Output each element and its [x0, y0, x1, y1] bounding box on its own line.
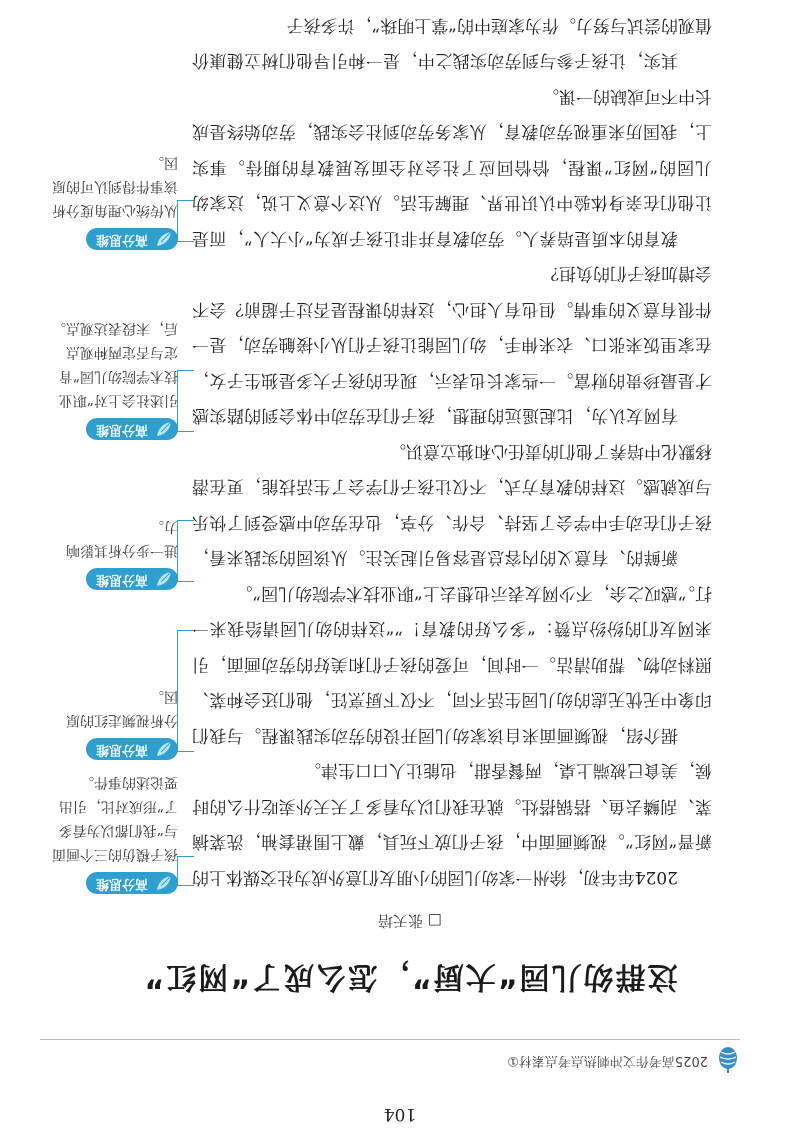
paragraph: 有网友认为，比起遥远的理想，孩子们在劳动中体会到的踏实感才是最珍贵的财富。一些家长也表示，现在的孩子大多是独生子女，在家里饭来张口、衣来伸手，幼儿园能让孩子们从小接触劳动，是一件很有意义的事情。但也有人担心，这样的课程是否过于超前？会不会增加孩子们的负担？ [192, 263, 712, 426]
header-divider [40, 1039, 740, 1040]
side-note [48, 770, 178, 896]
page-number: 104 [383, 1104, 417, 1124]
note-connector [177, 630, 194, 752]
article-body [192, 7, 712, 895]
note-connector [177, 856, 194, 886]
note-text: 分析视频走红的原因。 [66, 688, 178, 728]
leaf-icon [155, 570, 173, 588]
paragraph: 教育的本质是培养人。劳动教育并非让孩子成为“小大人”，而是让他们在亲身体验中认识世界、理解生活。从这个意义上说，这家幼儿园的“网红”课程，恰恰回应了社会对全面发展教育的期待。事实上，我国历来重视劳动教育，从家务劳动到社会实践，劳动始终是成长中不可或缺的一课。 [192, 86, 712, 248]
leaf-icon [155, 874, 173, 892]
note-badge-label: 高分思维 [95, 742, 148, 757]
note-badge [86, 228, 178, 250]
paragraph: 新鲜的、有意义的内容总是容易引起关注。从该园的实践来看，孩子们在动手中学会了坚持、合作、分享，也在劳动中感受到了快乐与成就感。这样的教育方式，不仅让孩子们学会了生活技能，更在潜移默化中培养了他们的责任心和独立意识。 [192, 441, 712, 568]
note-badge [86, 738, 178, 760]
note-badge-label: 高分思维 [95, 572, 148, 587]
side-note [48, 684, 178, 762]
note-text: 从传统心理角度分析该事件得到认可的原因。 [52, 154, 178, 218]
leaf-icon [155, 230, 173, 248]
note-text: 引述社会上对“职业技术学院幼儿园”肯定与否定两种观点后，末段表达观点。 [52, 320, 178, 408]
running-header: 2025高考作文冲刺热点考点素材① [507, 1053, 708, 1068]
page-number-area [0, 1104, 800, 1124]
note-connector [177, 200, 194, 242]
side-note [48, 150, 178, 252]
note-badge [86, 418, 178, 440]
note-text: 孩子模仿的三个画面与“我们都以为看多了”形成对比，引出要论述的事件。 [52, 774, 178, 862]
side-note [48, 514, 178, 592]
leaf-icon [155, 740, 173, 758]
paragraph: 据介绍，视频画面来自该家幼儿园开设的劳动实践课程。与我们印象中无忧无虑的幼儿园生活不同，不仅下厨烹饪，他们还会种菜、照料动物、帮助清洁。一时间，可爱的孩子们和美好的劳动画面，引来网友们的纷纷点赞：“多么好的教育！”“这样的幼儿园请给我来一打。”感叹之余，不少网友表示也想去上“职业技术学院幼儿园”。 [192, 583, 712, 745]
note-connector [177, 520, 194, 582]
note-badge-label: 高分思维 [95, 876, 148, 891]
side-note [48, 316, 178, 442]
note-badge-label: 高分思维 [95, 232, 148, 247]
note-badge-label: 高分思维 [95, 422, 148, 437]
article-title: 这群幼儿园“大厨”，怎么成了“网红” [142, 959, 678, 994]
note-badge [86, 872, 178, 894]
note-badge [86, 568, 178, 590]
pinecone-logo-icon [716, 1046, 740, 1074]
article-author: □ 张天培 [378, 912, 442, 930]
leaf-icon [155, 420, 173, 438]
paragraph: 其实，让孩子参与到劳动实践之中，是一种引导他们树立健康价值观的尝试与努力。作为家庭中的“掌上明珠”，许多孩子 [192, 15, 712, 71]
note-text: 进一步分析其影响力。 [66, 518, 178, 558]
note-connector [177, 370, 194, 432]
paragraph: 2024年年初，徐州一家幼儿园的小朋友们意外成为社交媒体上的新晋“网红”。视频画面中，孩子们放下玩具，戴上围裙套袖，洗菜摘菜、刮鳞去鱼、搭锅搭灶。就在我们以为看多了天天外卖吃什么的时候，美食已被端上桌，两餐香甜，也能让人口口生津。 [192, 760, 712, 887]
